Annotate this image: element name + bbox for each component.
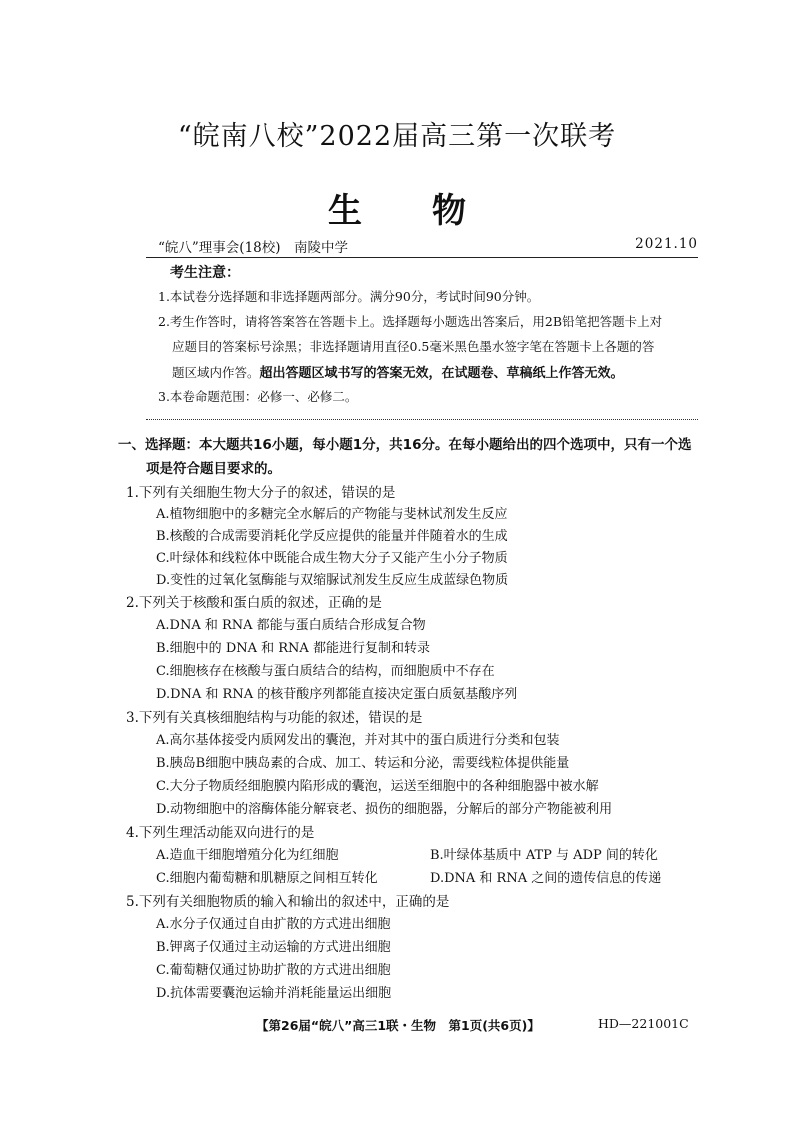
notice-line-2a: 2.考生作答时，请将答案答在答题卡上。选择题每小题选出答案后，用2B铅笔把答题卡上对 [158,314,663,329]
notice-line-1: 1.本试卷分选择题和非选择题两部分。满分90分，考试时间90分钟。 [158,289,540,304]
question-1-option-b: B.核酸的合成需要消耗化学反应提供的能量并伴随着水的生成 [156,529,508,544]
page-footer: 【第26届“皖八”高三1联・生物 第1页(共6页)】 [256,1018,540,1033]
section-heading-line-2: 项是符合题目要求的。 [146,461,281,477]
section-heading-line-1: 一、选择题：本大题共16小题，每小题1分，共16分。在每小题给出的四个选项中，只有一个选 [118,437,692,453]
question-4-option-b: B.叶绿体基质中 ATP 与 ADP 间的转化 [430,848,658,863]
question-1-stem: 1.下列有关细胞生物大分子的叙述，错误的是 [126,485,396,501]
question-2-option-d: D.DNA 和 RNA 的核苷酸序列都能直接决定蛋白质氨基酸序列 [156,687,518,702]
question-5-option-c: C.葡萄糖仅通过协助扩散的方式进出细胞 [156,963,391,978]
question-2-option-c: C.细胞核存在核酸与蛋白质结合的结构，而细胞质中不存在 [156,664,495,679]
question-5-option-b: B.钾离子仅通过主动运输的方式进出细胞 [156,940,391,955]
question-4-stem: 4.下列生理活动能双向进行的是 [126,825,315,841]
question-5-stem: 5.下列有关细胞物质的输入和输出的叙述中，正确的是 [126,894,450,910]
question-5-option-a: A.水分子仅通过自由扩散的方式进出细胞 [156,917,391,932]
notice-line-2c-plain: 题区域内作答。 [172,365,260,380]
notice-dotted-divider [146,419,698,420]
question-4-option-a: A.造血干细胞增殖分化为红细胞 [156,848,339,863]
subject-title [0,183,794,232]
question-2-option-b: B.细胞中的 DNA 和 RNA 都能进行复制和转录 [156,641,430,656]
notice-line-2b: 应题目的答案标号涂黑；非选择题请用直径0.5毫米黑色墨水签字笔在答题卡上各题的答 [172,339,655,354]
subject-char-1: 生 [328,191,362,231]
organizer: “皖八”理事会(18校) 南陵中学 [158,240,349,256]
exam-title: “皖南八校”2022届高三第一次联考 [177,121,617,152]
question-2-stem: 2.下列关于核酸和蛋白质的叙述，正确的是 [126,595,382,611]
question-1-option-d: D.变性的过氧化氢酶能与双缩脲试剂发生反应生成蓝绿色物质 [156,573,509,588]
question-2-option-a: A.DNA 和 RNA 都能与蛋白质结合形成复合物 [156,618,426,633]
question-5-option-d: D.抗体需要囊泡运输并消耗能量运出细胞 [156,986,392,1001]
question-3-option-d: D.动物细胞中的溶酶体能分解衰老、损伤的细胞器，分解后的部分产物能被利用 [156,802,613,817]
question-4-option-d: D.DNA 和 RNA 之间的遗传信息的传递 [430,871,662,886]
notice-heading: 考生注意： [170,265,240,281]
exam-date: 2021.10 [635,236,698,252]
notice-line-3: 3.本卷命题范围：必修一、必修二。 [158,389,358,404]
question-3-option-a: A.高尔基体接受内质网发出的囊泡，并对其中的蛋白质进行分类和包装 [156,733,560,748]
question-1-option-c: C.叶绿体和线粒体中既能合成生物大分子又能产生小分子物质 [156,551,508,566]
subject-char-2: 物 [432,191,466,231]
header-divider [146,257,698,258]
question-1-option-a: A.植物细胞中的多糖完全水解后的产物能与斐林试剂发生反应 [156,507,508,522]
document-code: HD—221001C [598,1016,689,1031]
question-3-option-c: C.大分子物质经细胞膜内陷形成的囊泡，运送至细胞中的各种细胞器中被水解 [156,779,599,794]
question-3-stem: 3.下列有关真核细胞结构与功能的叙述，错误的是 [126,710,423,726]
question-4-option-c: C.细胞内葡萄糖和肌糖原之间相互转化 [156,871,378,886]
notice-line-2c [172,362,624,381]
notice-warning: 超出答题区域书写的答案无效，在试题卷、草稿纸上作答无效。 [259,366,624,381]
question-3-option-b: B.胰岛B细胞中胰岛素的合成、加工、转运和分泌，需要线粒体提供能量 [156,756,570,771]
